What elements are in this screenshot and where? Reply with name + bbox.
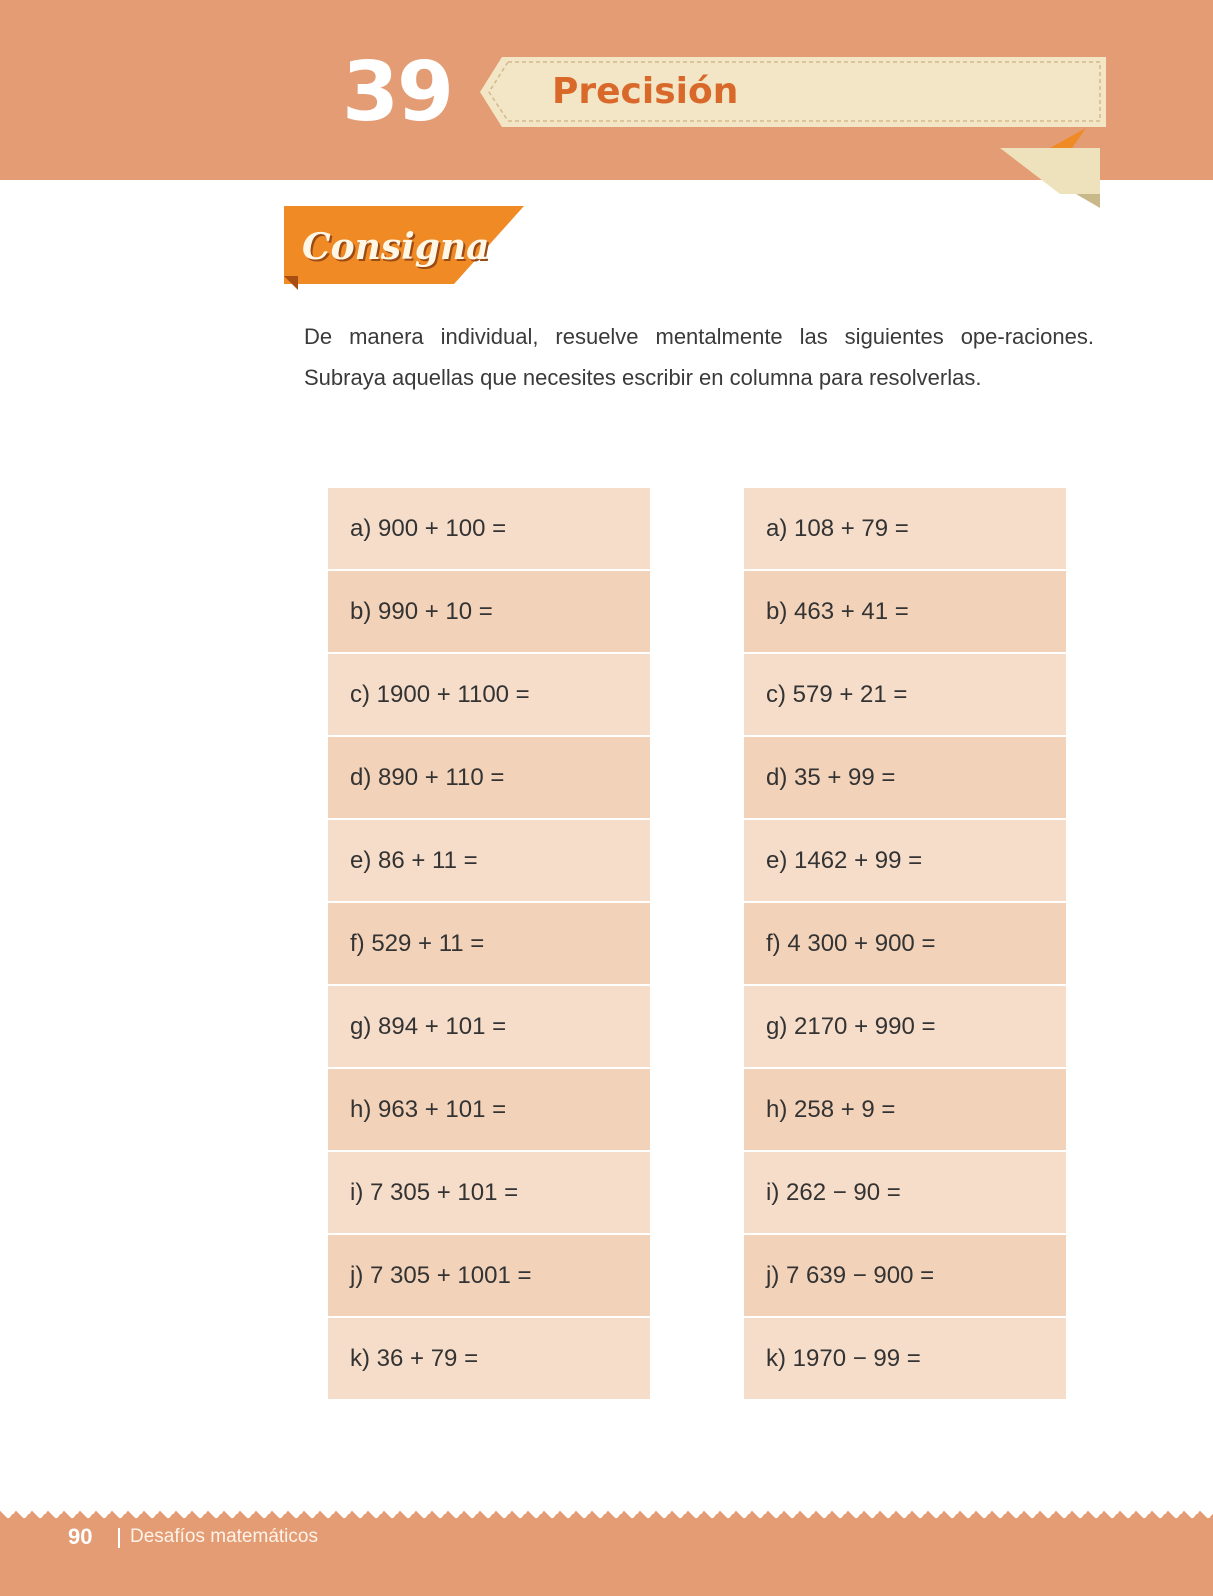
- lesson-number: 39: [342, 45, 453, 140]
- exercise-item: f) 4 300 + 900 =: [744, 903, 1066, 984]
- exercise-column-right: [744, 488, 1066, 1401]
- footer-zigzag-edge: [0, 1506, 1213, 1518]
- exercise-item: i) 7 305 + 101 =: [328, 1152, 650, 1233]
- exercise-item: d) 35 + 99 =: [744, 737, 1066, 818]
- exercise-item: h) 963 + 101 =: [328, 1069, 650, 1150]
- exercise-item: j) 7 639 − 900 =: [744, 1235, 1066, 1316]
- exercise-item: d) 890 + 110 =: [328, 737, 650, 818]
- exercise-item: c) 1900 + 1100 =: [328, 654, 650, 735]
- exercise-item: k) 36 + 79 =: [328, 1318, 650, 1399]
- exercise-item: f) 529 + 11 =: [328, 903, 650, 984]
- consigna-badge: [284, 206, 530, 292]
- exercise-item: g) 894 + 101 =: [328, 986, 650, 1067]
- consigna-label: Consigna: [302, 226, 490, 268]
- title-ribbon: [480, 55, 1108, 129]
- exercise-item: e) 86 + 11 =: [328, 820, 650, 901]
- book-title: Desafíos matemáticos: [130, 1526, 318, 1547]
- exercise-item: h) 258 + 9 =: [744, 1069, 1066, 1150]
- instructions-paragraph: De manera individual, resuelve mentalmente las siguientes ope-raciones. Subraya aquellas que necesites escribir en columna para resolverlas.: [304, 324, 1094, 390]
- ribbon-fold-decoration: [1000, 128, 1105, 210]
- exercise-item: g) 2170 + 990 =: [744, 986, 1066, 1067]
- exercise-item: b) 463 + 41 =: [744, 571, 1066, 652]
- exercise-item: e) 1462 + 99 =: [744, 820, 1066, 901]
- footer-separator: [118, 1528, 120, 1548]
- exercise-item: j) 7 305 + 1001 =: [328, 1235, 650, 1316]
- exercise-item: i) 262 − 90 =: [744, 1152, 1066, 1233]
- exercise-item: b) 990 + 10 =: [328, 571, 650, 652]
- exercise-item: k) 1970 − 99 =: [744, 1318, 1066, 1399]
- lesson-title: Precisión: [552, 71, 739, 112]
- exercise-column-left: [328, 488, 650, 1401]
- exercise-item: c) 579 + 21 =: [744, 654, 1066, 735]
- page-number: 90: [68, 1524, 93, 1549]
- exercise-item: a) 900 + 100 =: [328, 488, 650, 569]
- exercise-item: a) 108 + 79 =: [744, 488, 1066, 569]
